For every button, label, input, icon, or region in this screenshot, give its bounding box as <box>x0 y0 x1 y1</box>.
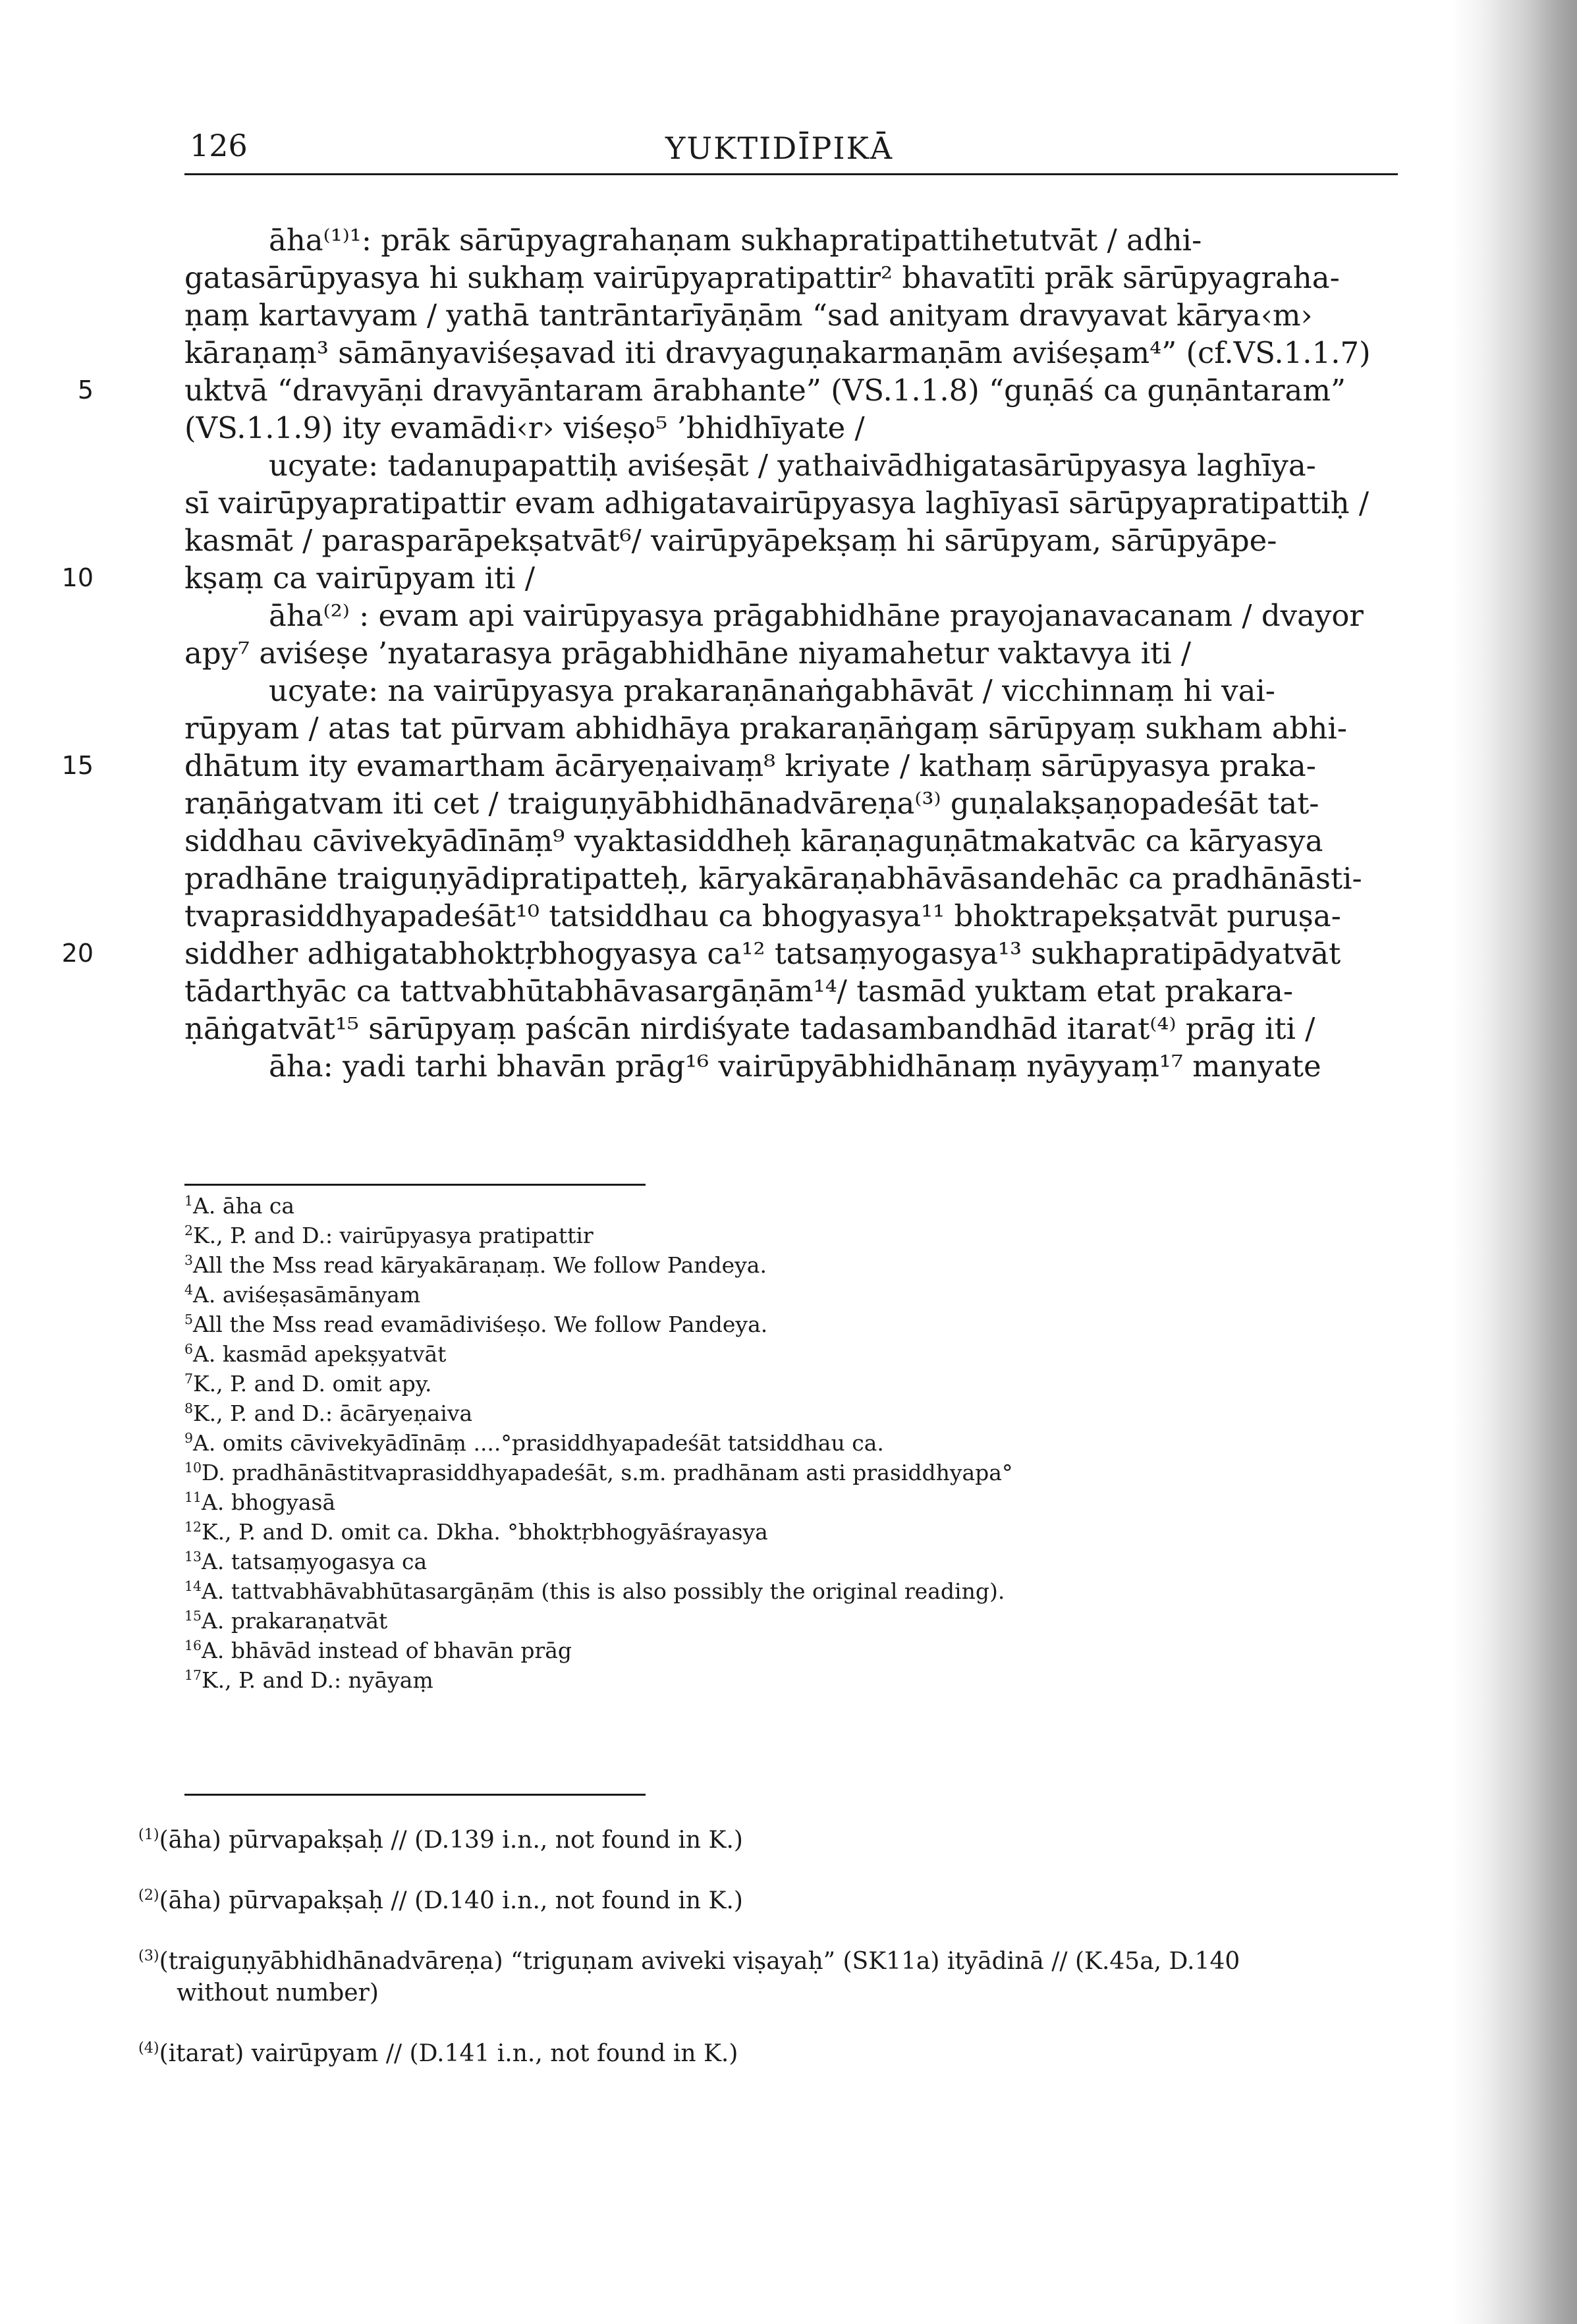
footnote-text: A. aviśeṣasāmānyam <box>193 1282 421 1308</box>
commentary-text: (āha) pūrvapakṣaḥ // (D.139 i.n., not found in K.) <box>159 1827 743 1854</box>
footnote <box>184 1547 1173 1576</box>
text-line <box>184 484 1397 522</box>
text-line <box>61 747 1397 785</box>
text-line <box>184 972 1397 1010</box>
line-text: ucyate: tadanupapattiḥ aviśeṣāt / yathaivādhigatasārūpyasya laghīya- <box>269 448 1316 483</box>
text-line <box>184 822 1397 860</box>
main-text <box>61 221 1397 1085</box>
line-text: tvaprasiddhyapadeśāt¹⁰ tatsiddhau ca bhogyasya¹¹ bhoktrapekṣatvāt puruṣa- <box>184 899 1341 933</box>
footnote-mark: 7 <box>184 1371 194 1387</box>
footnote-mark: 11 <box>184 1489 202 1505</box>
commentary-mark: (1) <box>138 1826 159 1843</box>
line-text: siddhau cāvivekyādīnāṃ⁹ vyaktasiddheḥ kāraṇaguṇātmakatvāc ca kāryasya <box>184 823 1323 858</box>
footnote <box>184 1665 1173 1695</box>
commentary-note <box>138 1825 1390 1856</box>
line-text: siddher adhigatabhoktṛbhogyasya ca¹² tatsaṃyogasya¹³ sukhapratipādyatvāt <box>184 936 1341 971</box>
commentary-mark: (3) <box>138 1947 159 1964</box>
footnote-mark: 2 <box>184 1223 194 1238</box>
footnote-mark: 13 <box>184 1549 202 1564</box>
footnote <box>184 1310 1173 1339</box>
text-line <box>61 559 1397 597</box>
text-line <box>184 334 1397 372</box>
footnote-mark: 16 <box>184 1638 202 1653</box>
footnote-mark: 17 <box>184 1667 202 1683</box>
text-line <box>184 897 1397 935</box>
line-number: 15 <box>61 751 94 780</box>
line-text: apy⁷ aviśeṣe ’nyatarasya prāgabhidhāne niyamahetur vaktavya iti / <box>184 636 1192 671</box>
footnote-text: A. prakaraṇatvāt <box>202 1608 388 1634</box>
text-line <box>184 409 1397 447</box>
running-header <box>184 125 1398 173</box>
footnote-text: A. bhāvād instead of bhavān prāg <box>202 1638 572 1663</box>
footnote-text: K., P. and D.: ācāryeṇaiva <box>193 1400 473 1426</box>
line-text: kasmāt / parasparāpekṣatvāt⁶/ vairūpyāpekṣaṃ hi sārūpyam, sārūpyāpe- <box>184 523 1277 558</box>
footnote <box>184 1606 1173 1636</box>
header-rule <box>184 173 1398 175</box>
line-text: pradhāne traiguṇyādipratipatteḥ, kāryakāraṇabhāvāsandehāc ca pradhānāsti- <box>184 861 1362 896</box>
footnote-text: D. pradhānāstitvaprasiddhyapadeśāt, s.m. pradhānam asti prasiddhyapa° <box>202 1460 1013 1485</box>
footnote <box>184 1369 1173 1398</box>
footnote-mark: 3 <box>184 1252 194 1268</box>
commentary-text: (traiguṇyābhidhānadvāreṇa) “triguṇam aviveki viṣayaḥ” (SK11a) ityādinā // (K.45a, D.140 <box>159 1948 1240 1975</box>
text-line <box>61 935 1397 972</box>
critical-apparatus <box>184 1191 1173 1695</box>
footnote-text: A. tattvabhāvabhūtasargāṇām (this is also possibly the original reading). <box>202 1578 1005 1604</box>
footnote-mark: 10 <box>184 1460 202 1476</box>
commentary-note <box>138 1885 1390 1917</box>
footnote-rule <box>184 1184 646 1186</box>
footnote <box>184 1221 1173 1250</box>
footnote <box>184 1517 1173 1547</box>
line-text: uktvā “dravyāṇi dravyāntaram ārabhante” (VS.1.1.8) “guṇāś ca guṇāntaram” <box>184 373 1346 408</box>
page-gutter-shadow <box>1452 0 1577 2324</box>
footnote-mark: 8 <box>184 1400 194 1416</box>
commentary-text: (itarat) vairūpyam // (D.141 i.n., not found in K.) <box>159 2040 738 2067</box>
line-text: ṇāṅgatvāt¹⁵ sārūpyaṃ paścān nirdiśyate tadasambandhād itarat⁽⁴⁾ prāg iti / <box>184 1011 1315 1046</box>
line-text: āha⁽²⁾ : evam api vairūpyasya prāgabhidhāne prayojanavacanam / dvayor <box>269 598 1364 633</box>
line-text: rūpyam / atas tat pūrvam abhidhāya prakaraṇāṅgaṃ sārūpyaṃ sukham abhi- <box>184 711 1347 746</box>
text-line <box>184 1010 1397 1047</box>
line-text: (VS.1.1.9) ity evamādi‹r› viśeṣo⁵ ’bhidhīyate / <box>184 410 865 445</box>
page-number: 126 <box>190 128 248 163</box>
text-line <box>184 709 1397 747</box>
footnote-mark: 4 <box>184 1282 194 1298</box>
text-line <box>184 672 1397 709</box>
footnote-text: All the Mss read kāryakāraṇaṃ. We follow Pandeya. <box>193 1252 767 1278</box>
footnote-mark: 9 <box>184 1430 194 1446</box>
line-number: 20 <box>61 939 94 968</box>
footnote <box>184 1428 1173 1458</box>
footnote-text: K., P. and D.: vairūpyasya pratipattir <box>193 1223 594 1248</box>
footnote-text: K., P. and D.: nyāyaṃ <box>202 1667 433 1693</box>
text-line <box>184 1047 1397 1085</box>
commentary-text-continued: without number) <box>177 1979 379 2006</box>
footnote-mark: 12 <box>184 1519 202 1535</box>
commentary-mark: (2) <box>138 1887 159 1904</box>
line-text: āha: yadi tarhi bhavān prāg¹⁶ vairūpyābhidhānaṃ nyāyyaṃ¹⁷ manyate <box>269 1049 1321 1084</box>
running-title: YUKTIDĪPIKĀ <box>665 130 894 166</box>
line-number: 10 <box>61 563 94 592</box>
footnote <box>184 1487 1173 1517</box>
line-text: gatasārūpyasya hi sukhaṃ vairūpyapratipattir² bhavatīti prāk sārūpyagraha- <box>184 260 1340 295</box>
footnote-mark: 15 <box>184 1608 202 1624</box>
line-text: tādarthyāc ca tattvabhūtabhāvasargāṇām¹⁴/ tasmād yuktam etat prakara- <box>184 974 1294 1009</box>
footnote-text: A. āha ca <box>193 1193 295 1219</box>
line-number: 5 <box>77 375 94 404</box>
text-line <box>184 597 1397 634</box>
footnote <box>184 1458 1173 1487</box>
commentary-text: (āha) pūrvapakṣaḥ // (D.140 i.n., not found in K.) <box>159 1887 743 1914</box>
footnote-mark: 6 <box>184 1341 194 1357</box>
commentary-rule <box>184 1794 646 1796</box>
footnote <box>184 1636 1173 1665</box>
footnote-text: A. kasmād apekṣyatvāt <box>193 1341 447 1367</box>
line-text: dhātum ity evamartham ācāryeṇaivaṃ⁸ kriyate / kathaṃ sārūpyasya praka- <box>184 748 1316 783</box>
text-line <box>77 372 1397 409</box>
text-line <box>184 785 1397 822</box>
text-line <box>184 296 1397 334</box>
footnote-text: A. tatsaṃyogasya ca <box>202 1549 428 1574</box>
text-line <box>184 860 1397 897</box>
line-text: ucyate: na vairūpyasya prakaraṇānaṅgabhāvāt / vicchinnaṃ hi vai- <box>269 673 1276 708</box>
text-line <box>184 221 1397 259</box>
footnote <box>184 1280 1173 1310</box>
commentary-note <box>138 1946 1390 2009</box>
line-text: sī vairūpyapratipattir evam adhigatavairūpyasya laghīyasī sārūpyapratipattiḥ / <box>184 485 1370 520</box>
footnote <box>184 1191 1173 1221</box>
text-line <box>184 447 1397 484</box>
text-line <box>184 522 1397 559</box>
line-text: raṇāṅgatvam iti cet / traiguṇyābhidhānadvāreṇa⁽³⁾ guṇalakṣaṇopadeśāt tat- <box>184 786 1319 821</box>
text-line <box>184 634 1397 672</box>
footnote-text: K., P. and D. omit ca. Dkha. °bhoktṛbhogyāśrayasya <box>202 1519 768 1545</box>
footnote-text: A. omits cāvivekyādīnāṃ ....°prasiddhyapadeśāt tatsiddhau ca. <box>193 1430 884 1456</box>
footnote-mark: 1 <box>184 1193 194 1209</box>
line-text: āha⁽¹⁾¹: prāk sārūpyagrahaṇam sukhapratipattihetutvāt / adhi- <box>269 223 1202 258</box>
footnote <box>184 1250 1173 1280</box>
footnote <box>184 1576 1173 1606</box>
footnote-mark: 5 <box>184 1312 194 1327</box>
footnote <box>184 1339 1173 1369</box>
commentary-notes <box>138 1825 1390 2099</box>
footnote-text: A. bhogyasā <box>202 1489 336 1515</box>
footnote-text: All the Mss read evamādiviśeṣo. We follow Pandeya. <box>193 1312 768 1337</box>
footnote <box>184 1398 1173 1428</box>
commentary-mark: (4) <box>138 2039 159 2057</box>
footnote-text: K., P. and D. omit apy. <box>193 1371 432 1397</box>
line-text: ṇaṃ kartavyam / yathā tantrāntarīyāṇām “sad anityam dravyavat kārya‹m› <box>184 298 1313 333</box>
footnote-mark: 14 <box>184 1578 202 1594</box>
line-text: kṣaṃ ca vairūpyam iti / <box>184 561 536 595</box>
text-line <box>184 259 1397 296</box>
commentary-note <box>138 2038 1390 2070</box>
line-text: kāraṇaṃ³ sāmānyaviśeṣavad iti dravyaguṇakarmaṇām aviśeṣam⁴” (cf.VS.1.1.7) <box>184 335 1371 370</box>
